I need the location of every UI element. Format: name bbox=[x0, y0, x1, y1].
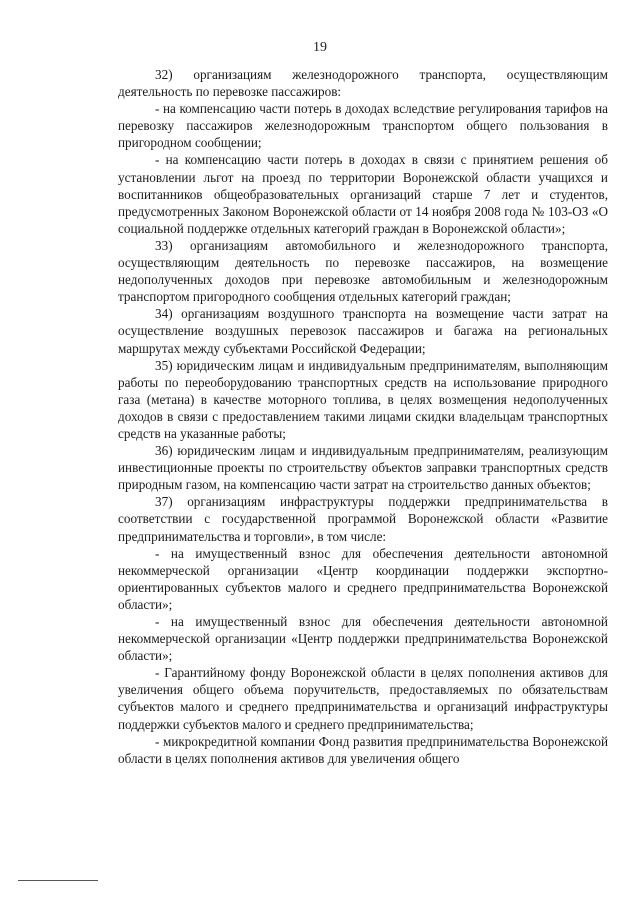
paragraph-37-item-3: - Гарантийному фонду Воронежской области в целях пополнения активов для увеличения общего объема поручительств, предоставляемых по обязательствам субъектов малого и среднего предпринимательства и организаций инфраструктуры поддержки субъектов малого и среднего предпринимательства; bbox=[118, 665, 608, 732]
paragraph-37-item-1: - на имущественный взнос для обеспечения деятельности автономной некоммерческой организации «Центр координации поддержки экспортно-ориентированных субъектов малого и среднего предпринимательства Воронежской области»; bbox=[118, 545, 608, 612]
paragraph-33: 33) организациям автомобильного и железнодорожного транспорта, осуществляющим деятельность по перевозке пассажиров, на возмещение недополученных доходов при перевозке автомобильным и железнодорожным транспортом пригородного сообщения отдельных категорий граждан; bbox=[118, 237, 608, 305]
page-number: 19 bbox=[313, 40, 327, 55]
paragraph-32-item-1: - на компенсацию части потерь в доходах вследствие регулирования тарифов на перевозку пассажиров железнодорожным транспортом общего пользования в пригородном сообщении; bbox=[118, 101, 608, 151]
footer-divider bbox=[18, 880, 98, 881]
paragraph-32: 32) организациям железнодорожного транспорта, осуществляющим деятельность по перевозке пассажиров: bbox=[118, 67, 608, 100]
body-text bbox=[118, 66, 608, 767]
paragraph-37-item-2: - на имущественный взнос для обеспечения деятельности автономной некоммерческой организации «Центр поддержки предпринимательства Воронежской области»; bbox=[118, 614, 608, 664]
paragraph-36: 36) юридическим лицам и индивидуальным предпринимателям, реализующим инвестиционные проекты по строительству объектов заправки транспортных средств природным газом, на компенсацию части затрат на строительство данных объектов; bbox=[118, 443, 608, 493]
paragraph-32-item-2: - на компенсацию части потерь в доходах в связи с принятием решения об установлении льгот на проезд по территории Воронежской области учащихся и воспитанников общеобразовательных организаций старше 7 лет и студентов, предусмотренных Законом Воронежской области от 14 ноября 2008 года № 103-ОЗ «О социальной поддержке отдельных категорий граждан в Воронежской области»; bbox=[118, 152, 608, 236]
paragraph-37: 37) организациям инфраструктуры поддержки предпринимательства в соответствии с государственной программой Воронежской области «Развитие предпринимательства и торговли», в том числе: bbox=[118, 494, 608, 544]
paragraph-34: 34) организациям воздушного транспорта на возмещение части затрат на осуществление воздушных перевозок пассажиров и багажа на региональных маршрутах между субъектами Российской Федерации; bbox=[118, 306, 608, 356]
paragraph-37-item-4: - микрокредитной компании Фонд развития предпринимательства Воронежской области в целях пополнения активов для увеличения общего bbox=[118, 733, 608, 766]
paragraph-35: 35) юридическим лицам и индивидуальным предпринимателям, выполняющим работы по переоборудованию транспортных средств на использование природного газа (метана) в качестве моторного топлива, в целях возмещения недополученных доходов в связи с предоставлением такими лицами скидки владельцам транспортных средств на указанные работы; bbox=[118, 357, 608, 441]
